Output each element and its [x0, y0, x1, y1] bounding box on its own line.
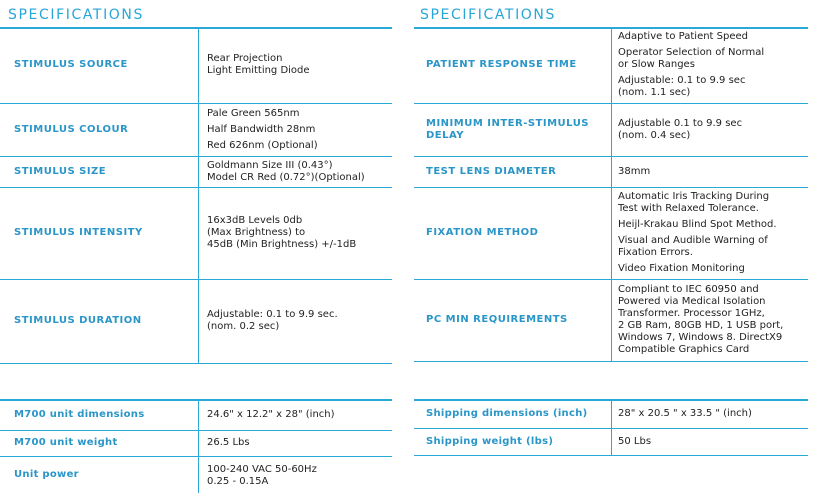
value-line: Adjustable 0.1 to 9.9 sec [618, 117, 743, 129]
spec-value-pc-min-requirements [618, 279, 783, 361]
value-line: Operator Selection of Normal [618, 47, 765, 58]
value-line: or Slow Ranges [618, 59, 695, 70]
spec-label-stimulus-source: STIMULUS SOURCE [14, 59, 128, 70]
value-line: (Max Brightness) to [207, 227, 306, 238]
spec-value-fixation-method [618, 187, 777, 279]
value-line: Compatible Graphics Card [618, 344, 750, 355]
value-line: Adaptive to Patient Speed [618, 31, 748, 42]
value-line: (nom. 0.4 sec) [618, 129, 691, 141]
value-line: 45dB (Min Brightness) +/-1dB [207, 239, 357, 250]
value-line: Transformer. Processor 1GHz, [618, 308, 765, 319]
value-line: Pale Green 565nm [207, 107, 300, 119]
spec-label-shipping-dimensions: Shipping dimensions (inch) [426, 407, 588, 419]
column-divider [611, 399, 612, 455]
value-line: Light Emitting Diode [207, 65, 310, 76]
spec-value-unit-weight [207, 430, 250, 456]
column-divider [198, 27, 199, 363]
value-line: 2 GB Ram, 80GB HD, 1 USB port, [618, 320, 784, 331]
value-line: Automatic Iris Tracking During [618, 191, 770, 202]
value-line: 26.5 Lbs [207, 437, 250, 448]
value-line: Fixation Errors. [618, 247, 693, 258]
divider [414, 455, 808, 456]
spec-label-stimulus-size: STIMULUS SIZE [14, 165, 107, 177]
left-section-heading: SPECIFICATIONS [8, 7, 144, 23]
value-line: Goldmann Size III (0.43°) [207, 159, 333, 171]
value-line: Model CR Red (0.72°)(Optional) [207, 171, 365, 183]
spec-label-test-lens-diameter: TEST LENS DIAMETER [426, 165, 557, 177]
spec-label-shipping-weight: Shipping weight (lbs) [426, 435, 554, 447]
label-line: MINIMUM INTER-STIMULUS [426, 117, 590, 129]
spec-value-min-inter-stimulus-delay [618, 103, 742, 156]
spec-value-stimulus-intensity [207, 187, 356, 279]
value-line: Half Bandwidth 28nm [207, 123, 316, 135]
value-line: 16x3dB Levels 0db [207, 215, 303, 226]
value-line: Heijl-Krakau Blind Spot Method. [618, 219, 777, 230]
spec-value-unit-power [207, 458, 317, 493]
spec-value-test-lens-diameter [618, 156, 650, 187]
column-divider [198, 399, 199, 493]
divider [414, 361, 808, 362]
spec-label-stimulus-colour: STIMULUS COLOUR [14, 123, 129, 135]
value-line: (nom. 1.1 sec) [618, 87, 691, 98]
right-section-heading: SPECIFICATIONS [420, 7, 556, 23]
spec-value-stimulus-size [207, 156, 365, 187]
value-line: Visual and Audible Warning of [618, 235, 768, 246]
spec-value-shipping-weight [618, 428, 651, 455]
value-line: 50 Lbs [618, 435, 652, 447]
spec-value-stimulus-source [207, 27, 310, 103]
value-line: Powered via Medical Isolation [618, 296, 766, 307]
spec-label-unit-power: Unit power [14, 468, 79, 480]
value-line: Video Fixation Monitoring [618, 263, 745, 274]
value-line: Adjustable: 0.1 to 9.9 sec. [207, 309, 338, 320]
value-line: (nom. 0.2 sec) [207, 321, 280, 332]
spec-label-stimulus-intensity: STIMULUS INTENSITY [14, 227, 143, 238]
spec-label-min-inter-stimulus-delay [426, 103, 589, 156]
spec-label-pc-min-requirements: PC MIN REQUIREMENTS [426, 314, 568, 325]
value-line: Test with Relaxed Tolerance. [618, 203, 759, 214]
value-line: Rear Projection [207, 53, 283, 64]
value-line: 38mm [618, 165, 651, 177]
spec-label-unit-weight: M700 unit weight [14, 437, 118, 448]
value-line: 0.25 - 0.15A [207, 475, 269, 487]
value-line: Compliant to IEC 60950 and [618, 284, 759, 295]
value-line: Windows 7, Windows 8. DirectX9 [618, 332, 783, 343]
spec-value-unit-dimensions [207, 399, 335, 430]
spec-label-unit-dimensions: M700 unit dimensions [14, 408, 145, 420]
spec-value-patient-response-time [618, 27, 764, 103]
spec-label-patient-response-time: PATIENT RESPONSE TIME [426, 59, 577, 70]
value-line: 28" x 20.5 " x 33.5 " (inch) [618, 407, 752, 419]
label-line: DELAY [426, 129, 465, 141]
value-line: 100-240 VAC 50-60Hz [207, 463, 317, 475]
column-divider [611, 27, 612, 361]
value-line: Adjustable: 0.1 to 9.9 sec [618, 75, 746, 86]
spec-label-stimulus-duration: STIMULUS DURATION [14, 315, 142, 326]
spec-value-stimulus-colour [207, 103, 318, 156]
divider [0, 363, 392, 364]
spec-value-stimulus-duration [207, 279, 338, 363]
spec-value-shipping-dimensions [618, 399, 752, 428]
spec-label-fixation-method: FIXATION METHOD [426, 227, 539, 238]
value-line: 24.6" x 12.2" x 28" (inch) [207, 408, 335, 420]
value-line: Red 626nm (Optional) [207, 139, 318, 151]
